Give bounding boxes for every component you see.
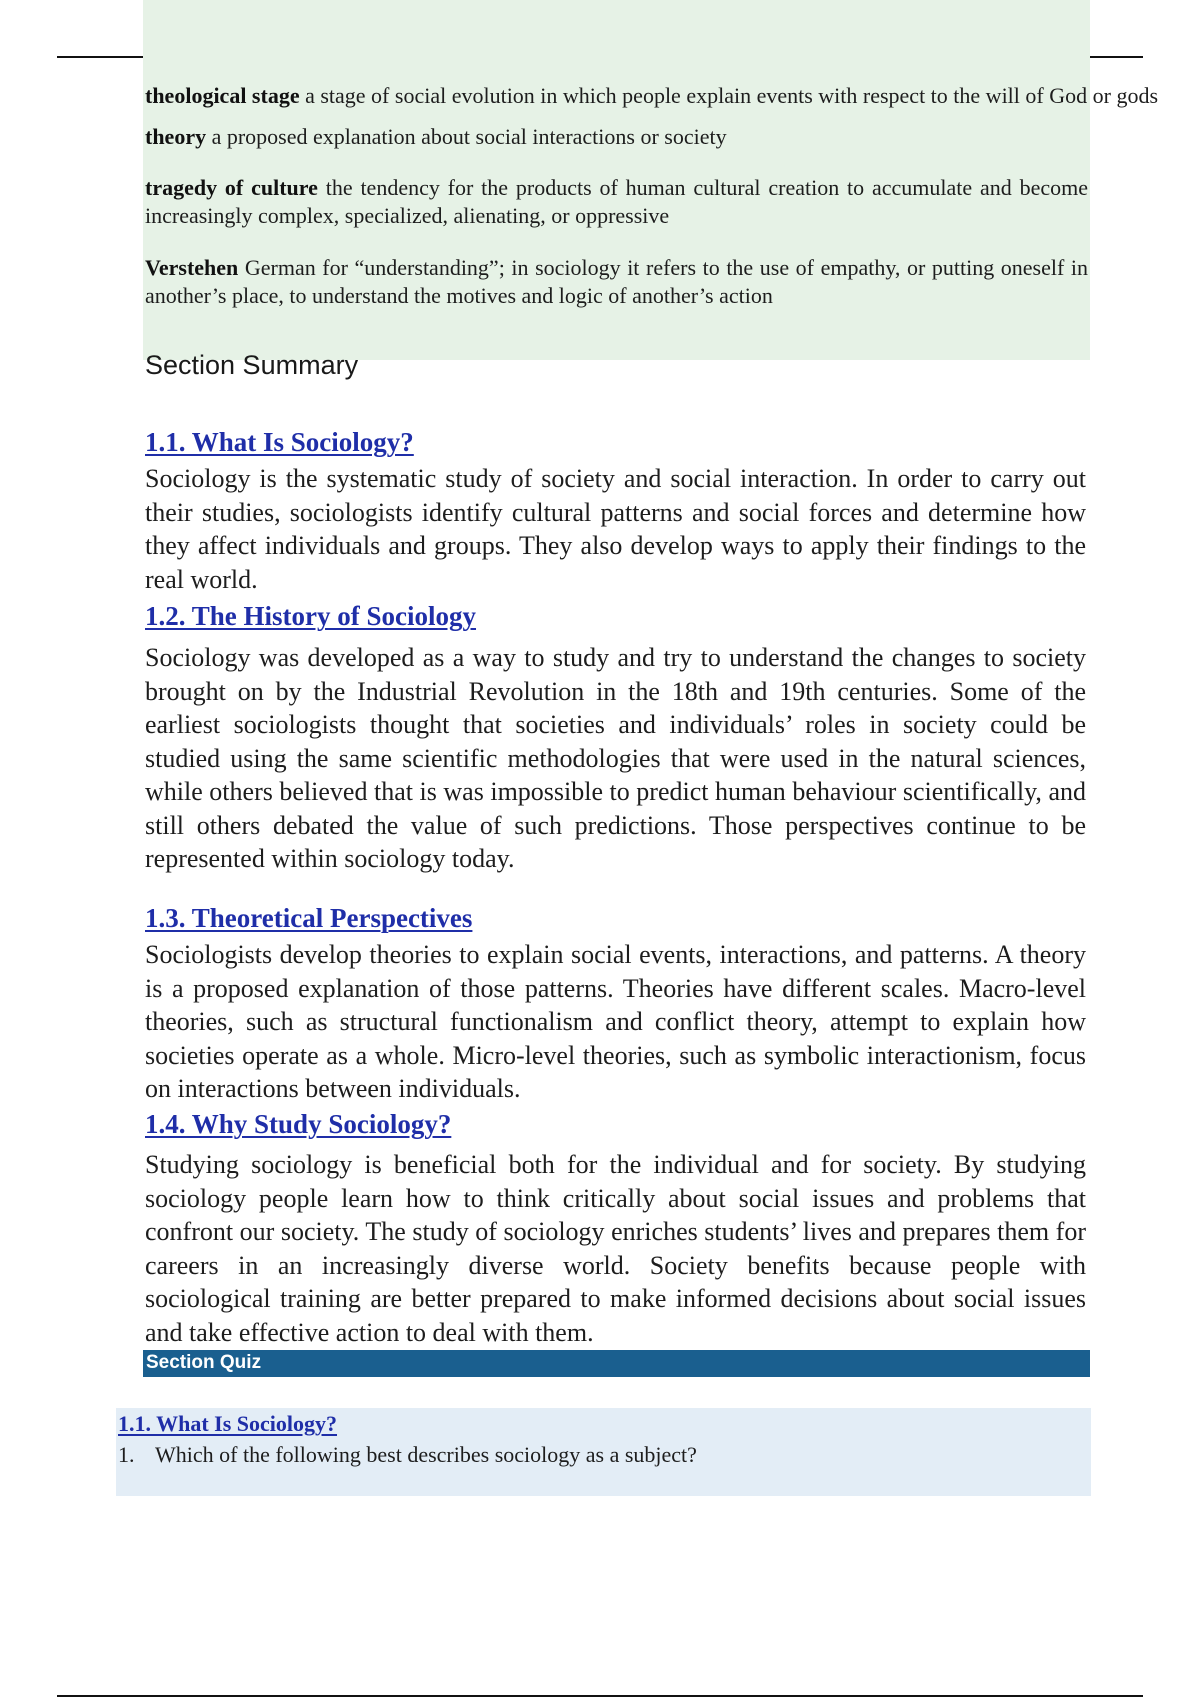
glossary-definition: a proposed explanation about social interactions or society [211,124,727,149]
bottom-rule [57,1695,1143,1697]
glossary-definition: German for “understanding”; in sociology it refers to the use of empathy, or putting oneself in another’s place, to understand the motives and logic of another’s action [145,255,1088,308]
glossary-definition: a stage of social evolution in which people explain events with respect to the will of God or gods [305,83,1159,108]
glossary-term: theological stage [145,83,300,108]
glossary-term: Verstehen [145,255,239,280]
glossary-entry-tragedy-of-culture [145,174,1088,230]
glossary-entry-verstehen [145,254,1088,310]
section-summary-heading: Section Summary [145,350,359,380]
top-rule-left [57,56,143,58]
quiz-question-number: 1. [118,1442,135,1467]
quiz-question-text: Which of the following best describes sociology as a subject? [155,1442,697,1467]
section-quiz-label: Section Quiz [146,1352,262,1373]
glossary-entry-theological-stage [145,82,1159,110]
summary-link-history-of-sociology[interactable]: 1.2. The History of Sociology [145,601,477,631]
top-rule-right [1090,56,1143,58]
summary-link-what-is-sociology[interactable]: 1.1. What Is Sociology? [145,427,414,457]
summary-link-why-study-sociology[interactable]: 1.4. Why Study Sociology? [145,1109,452,1139]
quiz-question [118,1441,697,1469]
summary-body-what-is-sociology: Sociology is the systematic study of society and social interaction. In order to carry out their studies, sociologists identify cultural patterns and social forces and determine how they affect individuals and groups. They also develop ways to apply their findings to the real world. [145,464,1086,594]
glossary-entry-theory [145,123,1088,151]
summary-body-history-of-sociology: Sociology was developed as a way to study and try to understand the changes to society brought on by the Industrial Revolution in the 18th and 19th centuries. Some of the earliest sociologists thought that societies and individuals’ roles in society could be studied using the same scientific methodologies that were used in the natural sciences, while others believed that is was impossible to predict human behaviour scientifically, and still others debated the value of such predictions. Those perspectives continue to be represented within sociology today. [145,643,1086,873]
quiz-link-what-is-sociology[interactable]: 1.1. What Is Sociology? [118,1411,338,1436]
glossary-definition: the tendency for the products of human cultural creation to accumulate and become increasingly complex, specialized, alienating, or oppressive [145,175,1088,228]
summary-link-theoretical-perspectives[interactable]: 1.3. Theoretical Perspectives [145,903,473,933]
section-quiz-bar [143,1350,1090,1377]
glossary-term: theory [145,124,207,149]
glossary-term: tragedy of culture [145,175,318,200]
summary-body-theoretical-perspectives: Sociologists develop theories to explain social events, interactions, and patterns. A theory is a proposed explanation of those patterns. Theories have different scales. Macro-level theories, such as structural functionalism and conflict theory, attempt to explain how societies operate as a whole. Micro-level theories, such as symbolic interactionism, focus on interactions between individuals. [145,940,1086,1103]
summary-body-why-study-sociology: Studying sociology is beneficial both for the individual and for society. By studying sociology people learn how to think critically about social issues and problems that confront our society. The study of sociology enriches students’ lives and prepares them for careers in an increasingly diverse world. Society benefits because people with sociological training are better prepared to make informed decisions about social issues and take effective action to deal with them. [145,1150,1086,1347]
